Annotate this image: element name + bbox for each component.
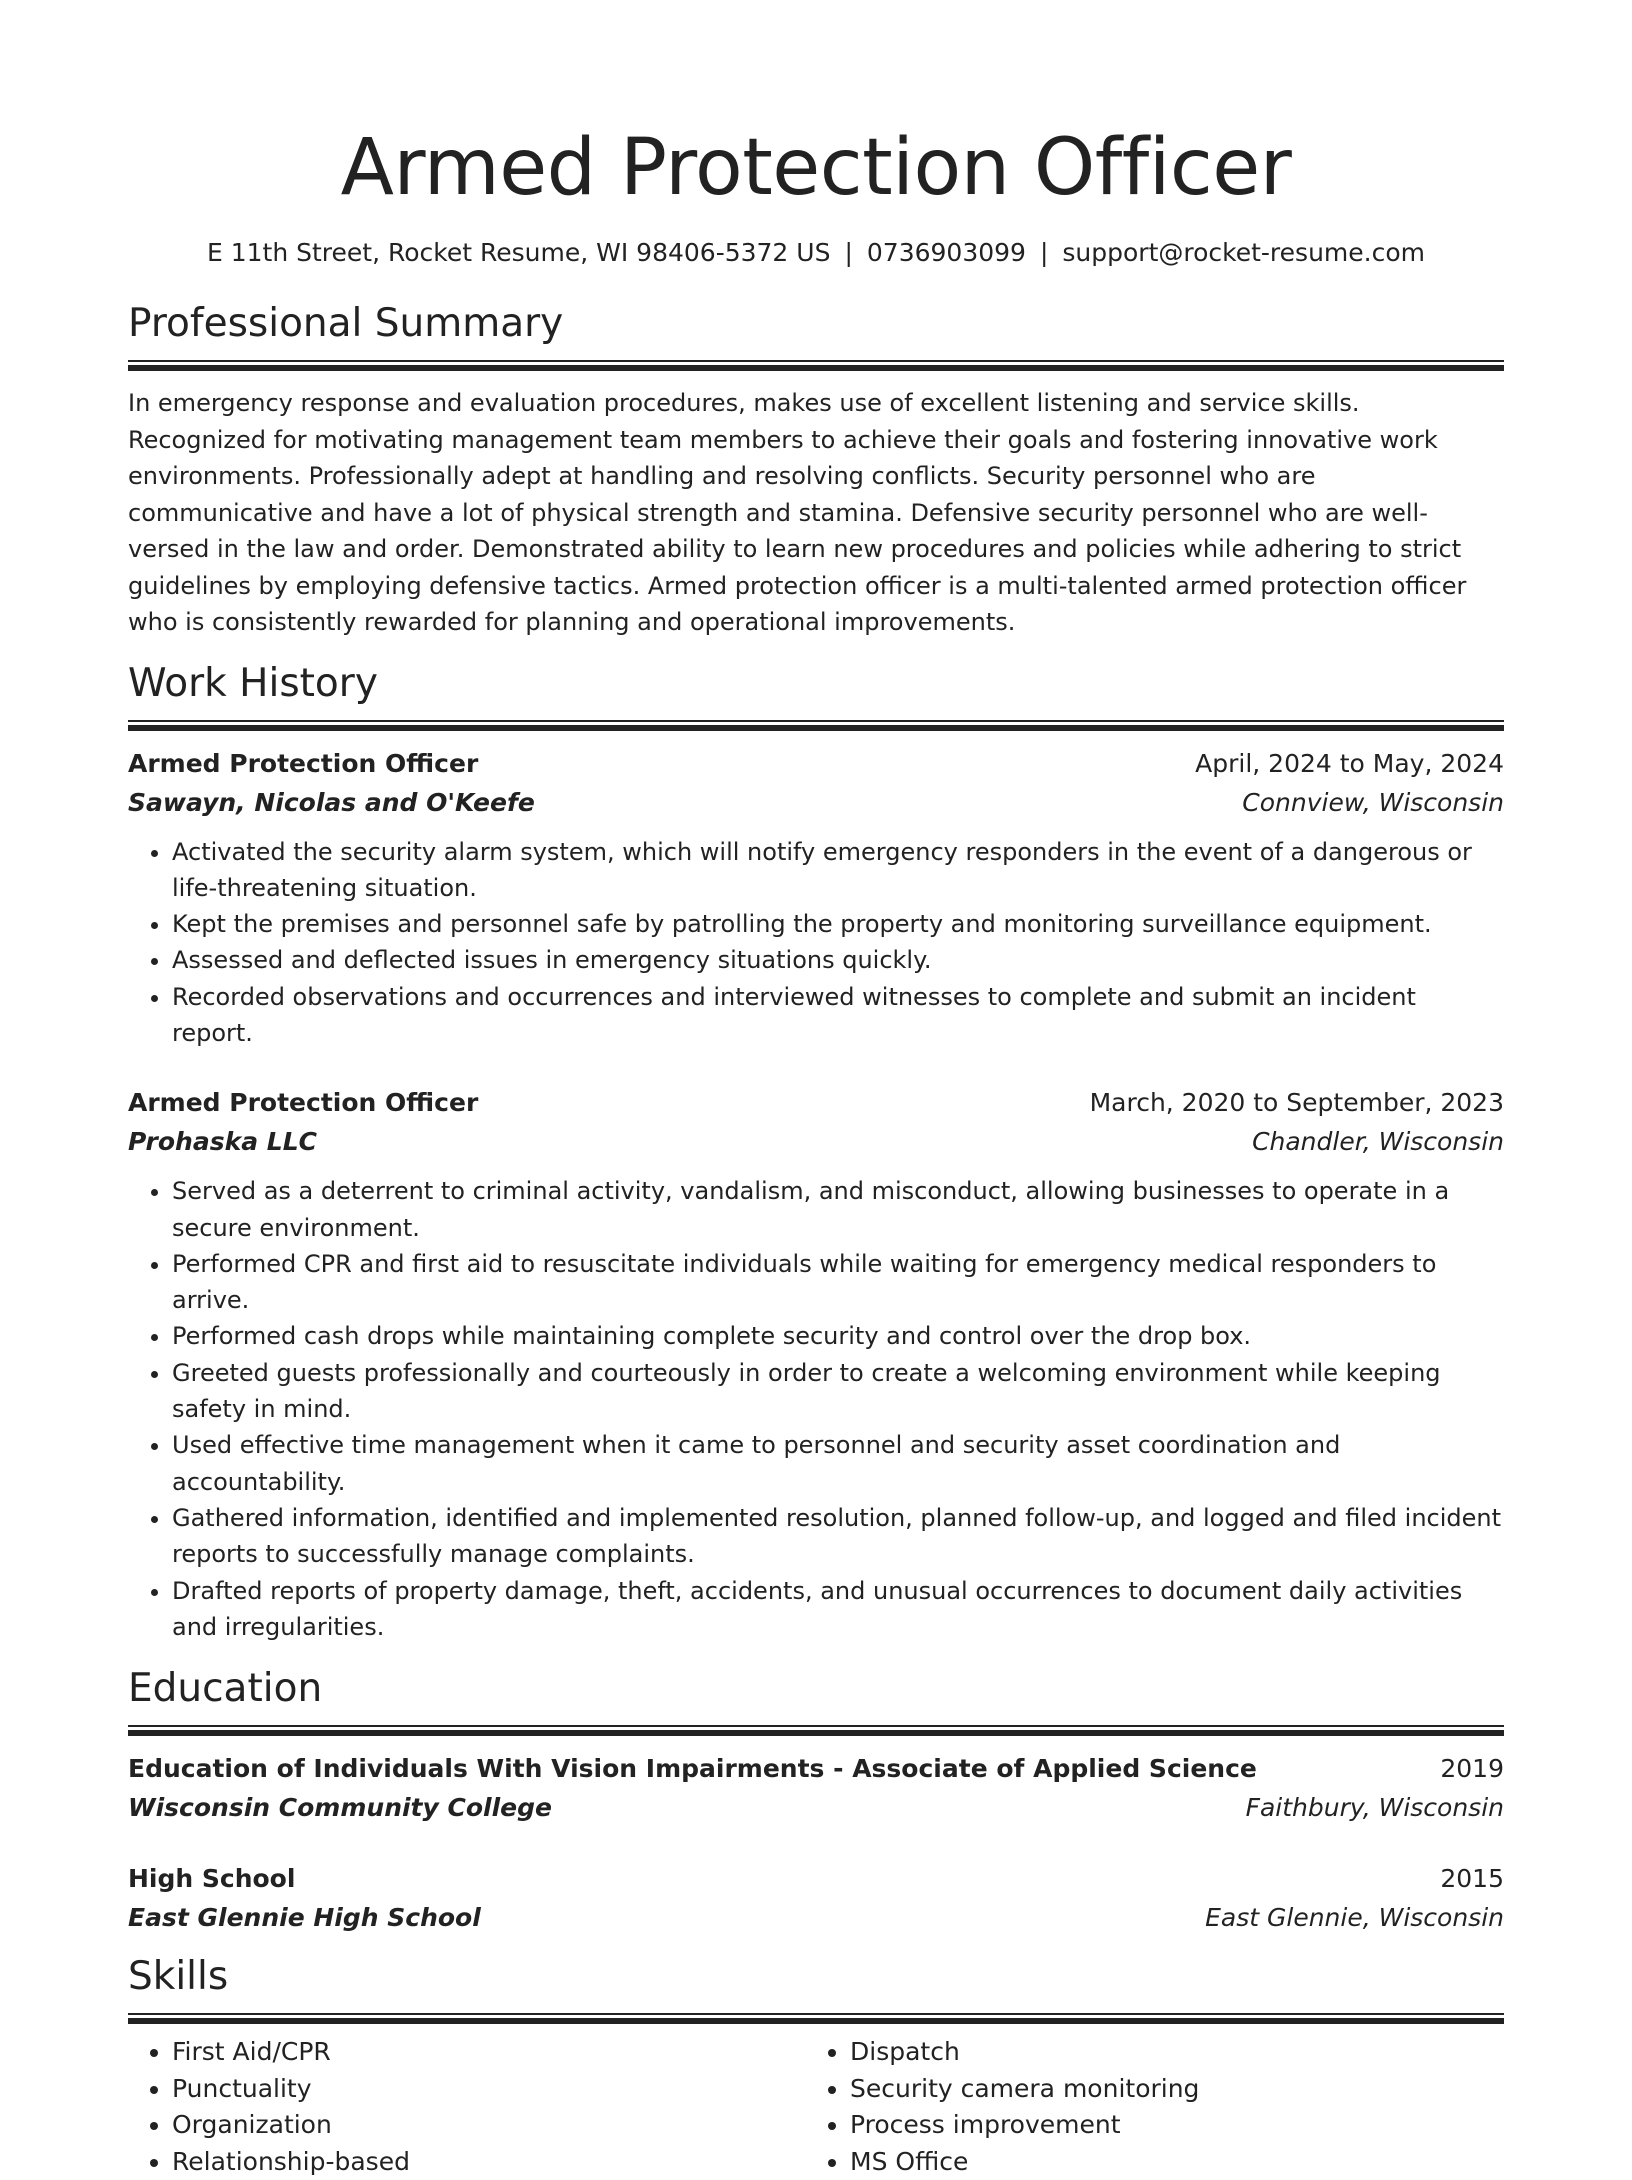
job-header xyxy=(128,1083,1504,1123)
job-bullet: • Served as a deterrent to criminal activity, vandalism, and misconduct, allowing businesses to operate in a secure environment. xyxy=(172,1173,1504,1246)
education-subheader xyxy=(128,1899,1504,1937)
skills-heading: Skills xyxy=(128,1954,229,2000)
job-subheader xyxy=(128,1123,1504,1161)
summary-heading: Professional Summary xyxy=(128,301,564,346)
section-divider xyxy=(128,1725,1504,1736)
education-subheader xyxy=(128,1789,1504,1827)
candidate-name: Armed Protection Officer xyxy=(340,123,1292,213)
education-header xyxy=(128,1859,1504,1899)
summary-section xyxy=(128,300,1504,641)
job-bullet: • Performed CPR and first aid to resuscitate individuals while waiting for emergency medical responders to arrive. xyxy=(172,1246,1504,1319)
summary-text: In emergency response and evaluation procedures, makes use of excellent listening and service skills. Recognized for motivating management team members to achieve their goals and fostering innovative work environments. Professionally adept at handling and resolving conflicts. Security personnel who are communicative and have a lot of physical strength and stamina. Defensive security personnel who are well-versed in the law and order. Demonstrated ability to learn new procedures and policies while adhering to strict guidelines by employing defensive tactics. Armed protection officer is a multi-talented armed protection officer who is consistently rewarded for planning and operational improvements. xyxy=(128,389,1467,636)
education-section xyxy=(128,1665,1504,1937)
job-bullet: • Greeted guests professionally and courteously in order to create a welcoming environment while keeping safety in mind. xyxy=(172,1355,1504,1428)
job-company: Sawayn, Nicolas and O'Keefe xyxy=(128,787,535,817)
education-heading: Education xyxy=(128,1666,323,1712)
skill-item: • First Aid/CPR xyxy=(172,2034,806,2071)
skill-item: • Punctuality xyxy=(172,2071,806,2108)
job-location: Connview, Wisconsin xyxy=(1242,787,1504,817)
job-dates: April, 2024 to May, 2024 xyxy=(1195,748,1504,778)
education-degree: Education of Individuals With Vision Impairments - Associate of Applied Science xyxy=(128,1754,1257,1784)
job-header xyxy=(128,744,1504,784)
education-degree: High School xyxy=(128,1864,296,1894)
skills-columns xyxy=(128,2034,1504,2180)
job-bullet: • Performed cash drops while maintaining complete security and control over the drop box. xyxy=(172,1318,1504,1354)
education-location: East Glennie, Wisconsin xyxy=(1205,1903,1504,1933)
job-entry xyxy=(128,744,1504,1052)
job-bullets xyxy=(128,1173,1504,1645)
contact-email[interactable]: support@rocket-resume.com xyxy=(1062,238,1425,267)
education-location: Faithbury, Wisconsin xyxy=(1245,1793,1504,1823)
contact-phone: 0736903099 xyxy=(866,238,1026,267)
job-bullet: • Gathered information, identified and implemented resolution, planned follow-up, and logged and filed incident reports to successfully manage complaints. xyxy=(172,1500,1504,1573)
skills-right-list xyxy=(806,2034,1484,2180)
job-company: Prohaska LLC xyxy=(128,1127,318,1157)
education-entry xyxy=(128,1749,1504,1827)
job-bullets xyxy=(128,834,1504,1052)
skills-section xyxy=(128,1953,1504,2180)
job-bullet: • Kept the premises and personnel safe by patrolling the property and monitoring surveillance equipment. xyxy=(172,906,1504,942)
education-entry xyxy=(128,1859,1504,1937)
contact-separator: | xyxy=(1039,238,1049,267)
resume-content xyxy=(128,118,1504,2180)
job-bullet: • Drafted reports of property damage, theft, accidents, and unusual occurrences to document daily activities and irregularities. xyxy=(172,1573,1504,1646)
section-divider xyxy=(128,360,1504,371)
skill-item: • Dispatch xyxy=(850,2034,1484,2071)
education-school: East Glennie High School xyxy=(128,1903,481,1933)
skills-left-list xyxy=(128,2034,806,2180)
skill-item: • Security camera monitoring xyxy=(850,2071,1484,2108)
section-divider xyxy=(128,720,1504,731)
contact-separator: | xyxy=(844,238,853,267)
job-dates: March, 2020 to September, 2023 xyxy=(1089,1088,1504,1118)
contact-line xyxy=(128,236,1504,270)
job-bullet: • Activated the security alarm system, which will notify emergency responders in the event of a dangerous or life-threatening situation. xyxy=(172,834,1504,907)
contact-address: E 11th Street, Rocket Resume, WI 98406-5372 US xyxy=(206,238,831,267)
education-school: Wisconsin Community College xyxy=(128,1793,552,1823)
job-title: Armed Protection Officer xyxy=(128,1088,479,1118)
job-subheader xyxy=(128,784,1504,822)
education-header xyxy=(128,1749,1504,1789)
work-heading: Work History xyxy=(128,660,378,706)
job-bullet: • Assessed and deflected issues in emergency situations quickly. xyxy=(172,942,1504,978)
education-year: 2015 xyxy=(1440,1864,1504,1894)
work-section xyxy=(128,660,1504,1646)
job-entry xyxy=(128,1083,1504,1645)
job-bullet: • Used effective time management when it came to personnel and security asset coordination and accountability. xyxy=(172,1427,1504,1500)
job-bullet: • Recorded observations and occurrences and interviewed witnesses to complete and submit an incident report. xyxy=(172,979,1504,1052)
education-year: 2019 xyxy=(1440,1754,1504,1784)
job-title: Armed Protection Officer xyxy=(128,748,479,778)
section-divider xyxy=(128,2013,1504,2024)
job-location: Chandler, Wisconsin xyxy=(1252,1127,1504,1157)
skill-item: • MS Office xyxy=(850,2144,1484,2180)
skill-item: • Organization xyxy=(172,2107,806,2144)
skill-item: • Relationship-based xyxy=(172,2144,806,2180)
skill-item: • Process improvement xyxy=(850,2107,1484,2144)
